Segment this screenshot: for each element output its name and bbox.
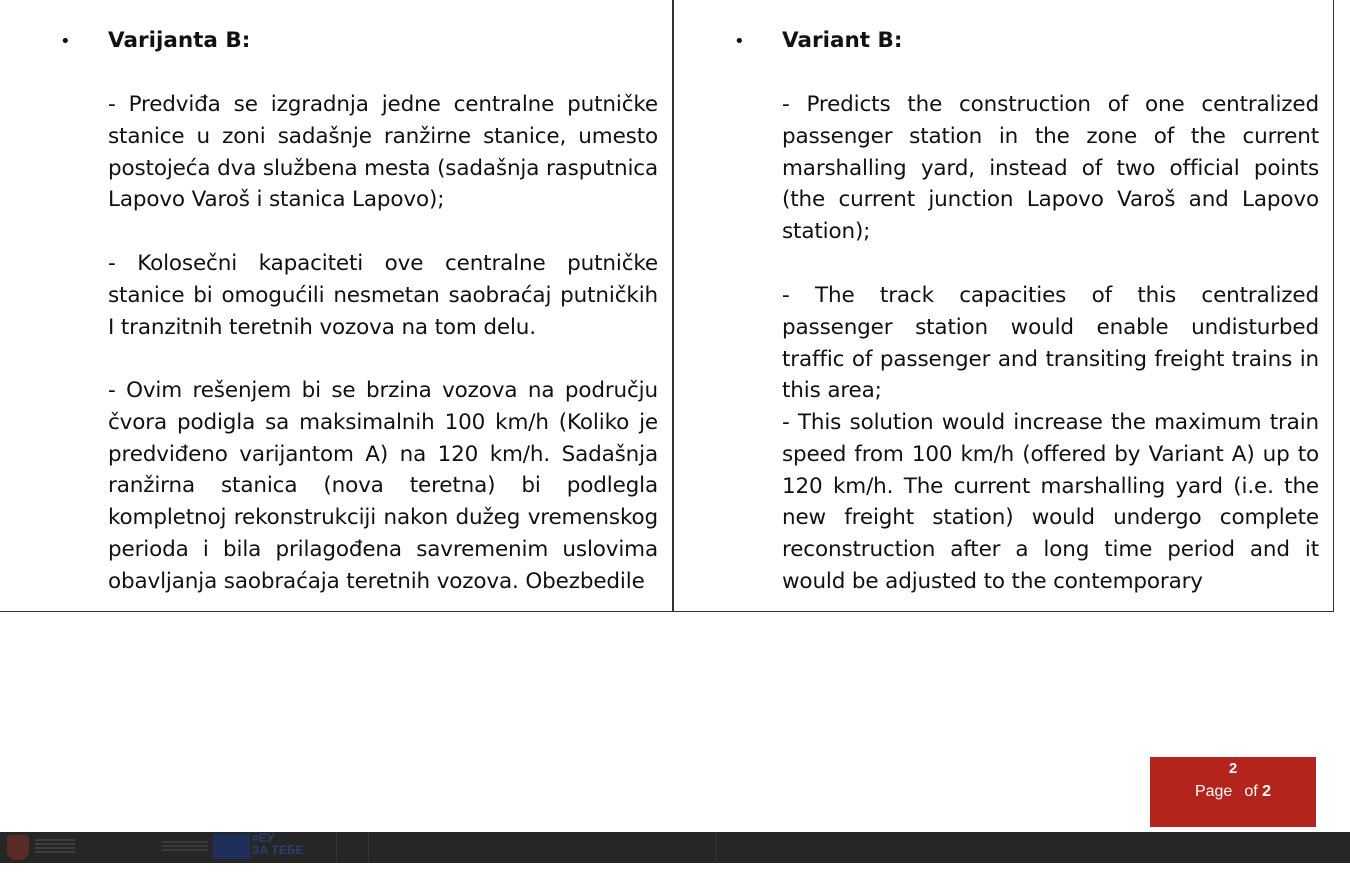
paragraph-en-2: - The track capacities of this centralized passenger station would enable undisturbed traffic of passenger and transiting freight trains in this area; — [782, 283, 1319, 404]
of-label: of — [1244, 783, 1258, 800]
serbia-crest-icon — [7, 835, 29, 860]
paragraph-en-1: - Predicts the construction of one centralized passenger station in the zone of the current marshalling yard, instead of two official points (the current junction Lapovo Varoš and Lapovo station); — [782, 92, 1319, 245]
page-label: Page — [1194, 783, 1233, 800]
ministry-logo-text — [35, 839, 75, 855]
eu-logo-line-2: ЗА ТЕБЕ — [252, 843, 304, 857]
footer-logo-bar — [0, 832, 1350, 863]
variant-heading-en: Variant B: — [782, 28, 903, 53]
footer-divider — [368, 832, 369, 863]
footer-divider — [336, 832, 337, 863]
paragraph-sr-3: - Ovim rešenjem bi se brzina vozova na području čvora podigla sa maksimalnih 100 km/h (Koliko je predviđeno varijantom A) na 120 km/h. Sadašnja ranžirna stanica (nova teretna) bi podlegla kompletnoj rekonstrukciji nakon dužeg vremenskog perioda i bila prilagođena savremenim uslovima obavljanja saobraćaja teretnih vozova. Obezbedile — [108, 378, 658, 594]
paragraph-en-3: - This solution would increase the maximum train speed from 100 km/h (offered by Variant A) up to 120 km/h. The current marshalling yard (i.e. the new freight station) would undergo complete reconstruction after a long time period and it would be adjusted to the contemporary — [782, 410, 1319, 594]
page-of-total — [1150, 783, 1316, 801]
page-number-badge — [1150, 757, 1316, 827]
paragraph-sr-2: - Kolosečni kapaciteti ove centralne putničke stanice bi omogućili nesmetan saobraćaj putničkih I tranzitnih teretnih vozova na tom delu. — [108, 251, 658, 340]
eu-flag-icon — [213, 834, 250, 859]
eu-logo-line-1: #ЕУ — [252, 831, 275, 845]
paragraph-sr-1: - Predviđa se izgradnja jedne centralne putničke stanice u zoni sadašnje ranžirne stanice, umesto postojeća dva službena mesta (sadašnja rasputnica Lapovo Varoš i stanica Lapovo); — [108, 92, 658, 213]
footer-divider — [716, 832, 717, 863]
bullet-icon: • — [60, 31, 71, 52]
total-pages: 2 — [1262, 783, 1272, 800]
partner-logo-text — [162, 841, 208, 853]
current-page-number: 2 — [1228, 760, 1238, 777]
eu-za-tebe-logo — [252, 832, 303, 856]
page-bottom-margin — [0, 863, 1350, 895]
bullet-icon: • — [734, 31, 745, 52]
variant-heading-sr: Varijanta B: — [108, 28, 251, 53]
